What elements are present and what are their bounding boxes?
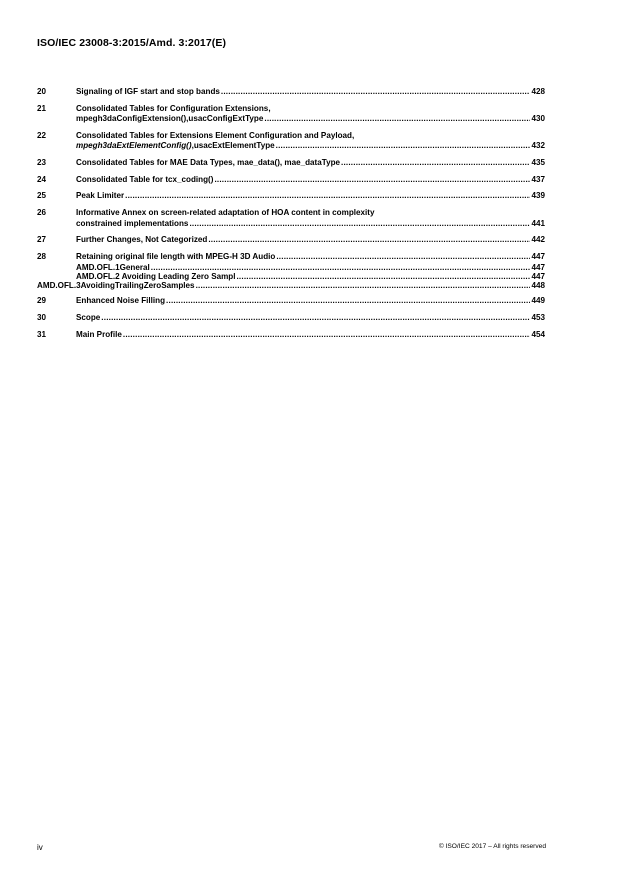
toc-subentry-title: AMD.OFL.1General bbox=[76, 262, 150, 272]
toc-leader bbox=[276, 252, 530, 263]
toc-page: 428 bbox=[531, 87, 545, 96]
toc-page: 449 bbox=[531, 296, 545, 306]
toc-title-italic: mpegh3daExtElementConfig() bbox=[76, 141, 192, 151]
toc-number: 30 bbox=[37, 312, 47, 322]
toc-entry-25[interactable] bbox=[37, 191, 545, 202]
toc-leader bbox=[264, 114, 530, 125]
toc-title: Consolidated Table for tcx_coding() bbox=[76, 174, 214, 184]
toc-page: 442 bbox=[531, 235, 545, 245]
toc-leader bbox=[341, 158, 530, 169]
toc-number: 20 bbox=[37, 87, 47, 96]
toc-entry-26[interactable] bbox=[37, 208, 545, 229]
toc-number: 21 bbox=[37, 103, 47, 113]
toc-page: 437 bbox=[531, 174, 545, 184]
toc-leader bbox=[208, 235, 530, 246]
toc-entry-20[interactable] bbox=[37, 87, 545, 98]
toc-entry-31[interactable] bbox=[37, 330, 545, 341]
toc-title-continued: ,usacExtElementType bbox=[191, 141, 275, 151]
copyright-notice: © ISO/IEC 2017 – All rights reserved bbox=[438, 843, 546, 850]
toc-title: Peak Limiter bbox=[76, 191, 125, 201]
toc-entry-22[interactable] bbox=[37, 131, 545, 152]
toc-leader bbox=[196, 281, 531, 290]
toc-title: Consolidated Tables for Extensions Element Configuration and Payload, bbox=[76, 130, 355, 140]
toc-subentry-ofl-1[interactable] bbox=[37, 263, 545, 272]
toc-leader bbox=[166, 296, 530, 307]
toc-title: Retaining original file length with MPEG-H 3D Audio bbox=[76, 252, 276, 261]
toc-number: 29 bbox=[37, 296, 47, 306]
toc-title: Informative Annex on screen-related adaptation of HOA content in complexity bbox=[76, 208, 375, 218]
toc-subentry-ofl-2[interactable] bbox=[37, 272, 545, 281]
toc-entry-30[interactable] bbox=[37, 313, 545, 324]
toc-page: 435 bbox=[531, 158, 545, 168]
toc-number: 24 bbox=[37, 174, 47, 184]
toc-page: 439 bbox=[531, 191, 545, 201]
toc-title: Enhanced Noise Filling bbox=[76, 296, 166, 306]
toc-page: 448 bbox=[531, 280, 545, 290]
toc-number: 23 bbox=[37, 158, 47, 168]
toc-page: 430 bbox=[531, 114, 545, 124]
toc-page: 447 bbox=[531, 252, 545, 261]
toc-page: 453 bbox=[531, 312, 545, 322]
toc-page: 447 bbox=[531, 262, 545, 272]
toc-leader bbox=[101, 313, 530, 324]
toc-entry-29[interactable] bbox=[37, 296, 545, 307]
toc-subentry-title: AMD.OFL.2 Avoiding Leading Zero Sampl bbox=[76, 271, 236, 281]
toc-title-continued: constrained implementations bbox=[76, 218, 189, 228]
toc-leader bbox=[214, 175, 530, 186]
toc-leader bbox=[151, 263, 531, 272]
toc-number: 27 bbox=[37, 235, 47, 245]
toc-number: 31 bbox=[37, 329, 47, 339]
toc-number: 26 bbox=[37, 208, 47, 218]
toc-leader bbox=[276, 141, 531, 152]
toc-title-continued: mpegh3daConfigExtension(),usacConfigExtType bbox=[76, 114, 264, 124]
toc-title: Consolidated Tables for MAE Data Types, mae_data(), mae_dataType bbox=[76, 158, 341, 168]
toc-page: 454 bbox=[531, 329, 545, 339]
toc-title: Signaling of IGF start and stop bands bbox=[76, 87, 220, 96]
toc-number: 25 bbox=[37, 191, 47, 201]
table-of-contents bbox=[37, 87, 545, 346]
toc-number: 22 bbox=[37, 130, 47, 140]
toc-leader bbox=[125, 191, 530, 202]
toc-entry-27[interactable] bbox=[37, 235, 545, 246]
toc-title: Further Changes, Not Categorized bbox=[76, 235, 208, 245]
document-header: ISO/IEC 23008-3:2015/Amd. 3:2017(E) bbox=[37, 37, 227, 49]
toc-entry-24[interactable] bbox=[37, 175, 545, 186]
toc-subentry-title: AMD.OFL.3AvoidingTrailingZeroSamples bbox=[37, 280, 195, 290]
toc-number: 28 bbox=[37, 252, 47, 261]
toc-page: 447 bbox=[531, 271, 545, 281]
toc-entry-28[interactable] bbox=[37, 252, 545, 263]
toc-page: 441 bbox=[531, 218, 545, 228]
toc-leader bbox=[123, 330, 531, 341]
toc-leader bbox=[189, 219, 530, 230]
toc-page: 432 bbox=[531, 141, 545, 151]
toc-title: Consolidated Tables for Configuration Extensions, bbox=[76, 103, 271, 113]
toc-leader bbox=[236, 272, 530, 281]
toc-entry-21[interactable] bbox=[37, 104, 545, 125]
toc-title: Main Profile bbox=[76, 329, 122, 339]
toc-entry-23[interactable] bbox=[37, 158, 545, 169]
toc-leader bbox=[221, 87, 531, 98]
page-number: iv bbox=[37, 843, 43, 852]
toc-title: Scope bbox=[76, 312, 101, 322]
toc-subentry-ofl-3[interactable] bbox=[37, 281, 545, 290]
